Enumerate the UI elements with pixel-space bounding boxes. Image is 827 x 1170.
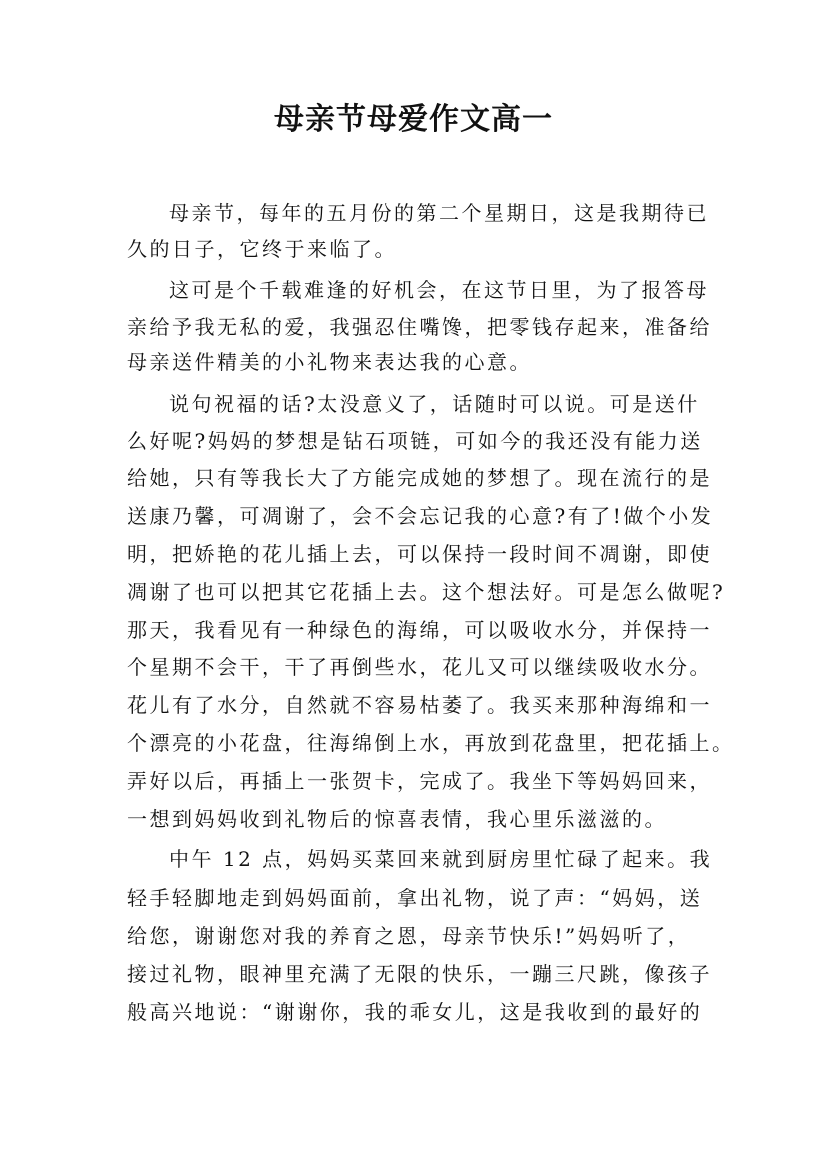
text-line: 花儿有了水分，自然就不容易枯萎了。我买来那种海绵和一 — [127, 693, 712, 717]
text-line: 一想到妈妈收到礼物后的惊喜表情，我心里乐滋滋的。 — [127, 807, 667, 831]
text-line: 般高兴地说：“谢谢你，我的乖女儿，这是我收到的最好的 — [127, 1000, 703, 1024]
text-line: 弄好以后，再插上一张贺卡，完成了。我坐下等妈妈回来， — [127, 769, 712, 793]
text-line: 那天，我看见有一种绿色的海绵，可以吸收水分，并保持一 — [127, 618, 712, 642]
text-line: 明，把娇艳的花儿插上去，可以保持一段时间不凋谢，即使 — [127, 542, 712, 566]
text-line: 个星期不会干，干了再倒些水，花儿又可以继续吸收水分。 — [127, 655, 712, 679]
text-line: 这可是个千载难逢的好机会，在这节日里，为了报答母 — [169, 278, 709, 302]
text-line: 凋谢了也可以把其它花插上去。这个想法好。可是怎么做呢? — [127, 580, 726, 604]
text-line: 送康乃馨，可凋谢了，会不会忘记我的心意?有了!做个小发 — [127, 504, 714, 528]
text-line: 轻手轻脚地走到妈妈面前，拿出礼物，说了声：“妈妈，送 — [127, 886, 703, 910]
text-line: 么好呢?妈妈的梦想是钻石项链，可如今的我还没有能力送 — [127, 429, 703, 453]
text-line: 中午 12 点，妈妈买菜回来就到厨房里忙碌了起来。我 — [169, 847, 713, 871]
text-line: 母亲送件精美的小礼物来表达我的心意。 — [127, 350, 532, 374]
text-line: 母亲节，每年的五月份的第二个星期日，这是我期待已 — [169, 201, 709, 225]
text-line: 久的日子，它终于来临了。 — [127, 237, 397, 261]
text-line: 接过礼物，眼神里充满了无限的快乐，一蹦三尺跳，像孩子 — [127, 962, 712, 986]
text-line: 给您，谢谢您对我的养育之恩，母亲节快乐!”妈妈听了， — [127, 924, 691, 948]
text-line: 亲给予我无私的爱，我强忍住嘴馋，把零钱存起来，准备给 — [127, 315, 712, 339]
text-line: 说句祝福的话?太没意义了，话随时可以说。可是送什 — [169, 392, 700, 416]
text-line: 个漂亮的小花盘，往海绵倒上水，再放到花盘里，把花插上。 — [127, 731, 735, 755]
document-title: 母亲节母爱作文高一 — [274, 102, 553, 137]
text-line: 给她，只有等我长大了方能完成她的梦想了。现在流行的是 — [127, 466, 712, 490]
